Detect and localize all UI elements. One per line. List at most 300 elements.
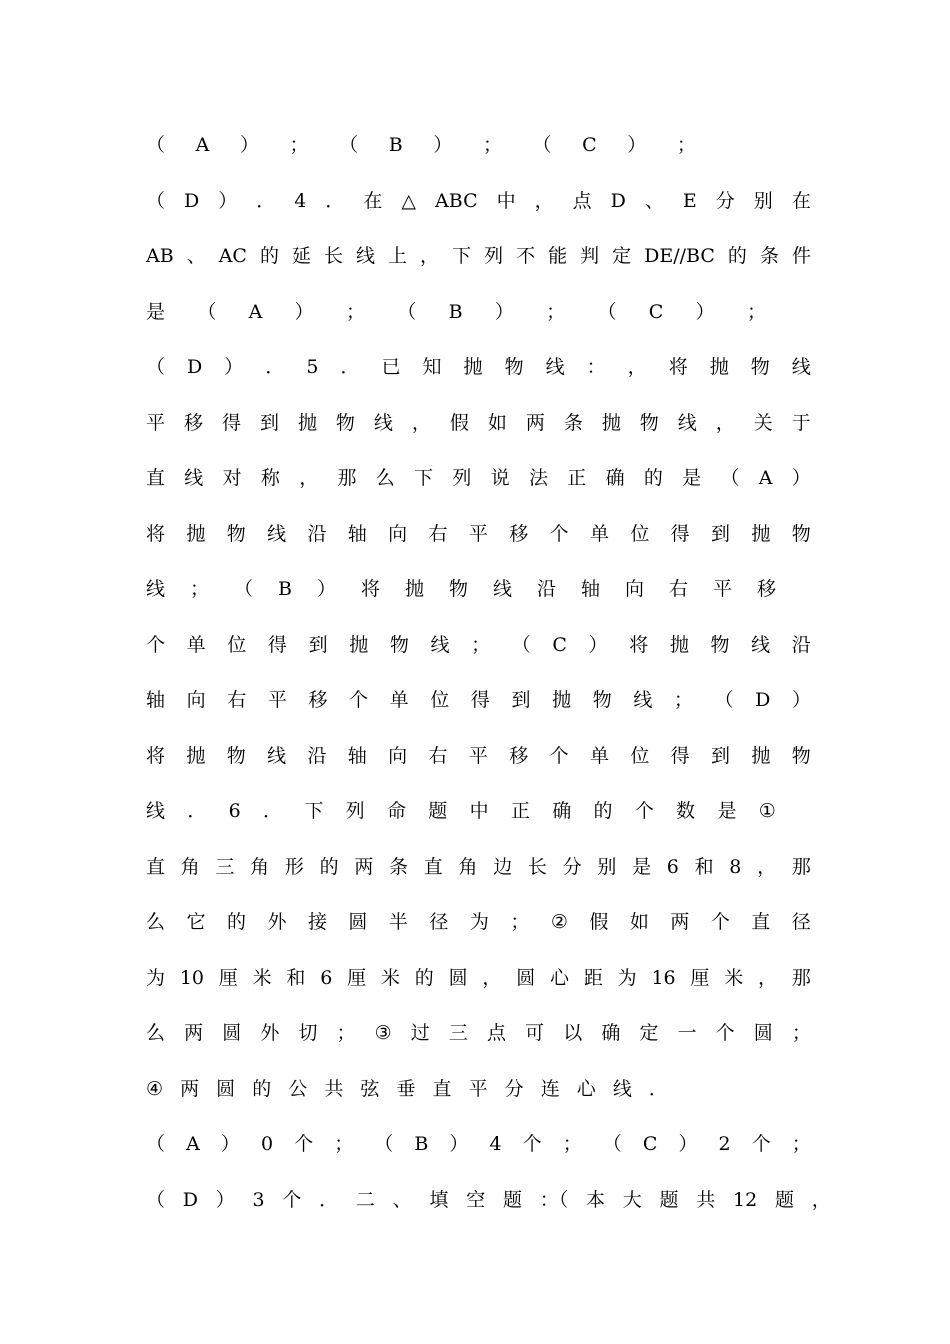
text-token: 径 [429,911,449,933]
text-token: 切 [298,1022,318,1044]
text-token: 共 [324,1077,344,1100]
text-token: （ [146,189,166,212]
text-line [146,463,811,493]
text-token: B [388,134,403,156]
text-token: 向 [186,689,206,711]
text-token: 将 [629,633,649,656]
text-token: 那 [791,966,811,989]
text-token: 外 [260,1022,280,1044]
text-token: 个 [522,1133,542,1155]
text-token: D [187,356,203,378]
text-token: 4 [294,189,307,212]
text-token: ； [482,134,502,156]
text-token: 平 [267,689,287,711]
text-token: 米 [380,966,400,989]
text-token: 个 [549,522,569,545]
text-token: ① [758,800,776,822]
text-token: 半 [388,911,408,933]
text-token: 说 [490,467,510,489]
text-token: 三 [215,855,235,878]
text-token: 沿 [307,744,327,767]
text-token: 么 [146,911,166,933]
text-token: （ [339,134,359,156]
text-token: （ [146,356,166,378]
text-token: 假 [449,411,469,434]
text-token: ； [345,300,365,323]
text-token: 平 [468,744,488,767]
text-token: A [758,467,773,489]
text-token: 别 [597,855,617,878]
text-token: ） [695,300,715,323]
text-token: 的 [593,800,613,822]
text-token: 的 [414,966,434,989]
text-token: 圆 [516,966,536,989]
text-token: D [755,689,771,711]
text-token: 数 [676,800,696,822]
text-token: 接 [307,911,327,933]
text-token: 题 [428,800,448,822]
text-token: ． [256,189,276,212]
text-line [146,1074,668,1104]
text-token: 分 [715,189,735,212]
text-token: 知 [422,356,442,378]
text-token: 平 [146,411,166,434]
text-token: 和 [694,855,714,878]
text-token: ； [510,911,530,933]
text-token: 为 [146,966,166,989]
text-token: 位 [630,522,650,545]
text-token: 将 [360,578,380,600]
text-token: 分 [504,1077,524,1100]
text-token: 正 [510,800,530,822]
text-token: 到 [259,411,279,434]
text-token: 0 [260,1133,274,1155]
text-token: 二 [355,1188,375,1211]
text-token: ； [791,1022,811,1044]
text-token: 的 [643,467,663,489]
text-token: 得 [670,744,690,767]
text-token: 右 [428,744,448,767]
text-token: 得 [470,689,490,711]
text-token: 直 [751,911,771,933]
text-token: ④ [146,1077,164,1100]
text-token: （ [146,1133,166,1155]
text-token: 空 [466,1188,486,1211]
text-token: ， [299,467,319,489]
text-token: 在 [791,189,811,212]
text-token: 已 [381,356,401,378]
text-token: （ [374,1133,394,1155]
text-token: 线 [612,1077,632,1100]
text-token: 抛 [751,522,771,545]
text-token: 抛 [186,522,206,545]
text-token: 别 [753,189,773,212]
text-token: 线 [146,578,166,600]
text-token: 抛 [463,356,483,378]
text-token: 将 [668,356,688,378]
text-token: 上 [388,245,408,267]
text-token: 如 [487,411,507,434]
text-line [146,1129,811,1159]
text-token: D [184,189,200,212]
text-token: 共 [696,1188,716,1211]
text-token: 和 [286,966,306,989]
text-token: 大 [622,1188,642,1211]
text-token: 抛 [349,633,369,656]
text-token: 位 [227,633,247,656]
text-token: 物 [791,522,811,545]
text-token: ） [239,134,259,156]
text-token: 题 [774,1188,794,1211]
text-token: 长 [527,855,547,878]
text-token: 向 [388,744,408,767]
text-token: B [414,1133,429,1155]
text-line [146,574,776,604]
text-token: 距 [583,966,603,989]
text-token: 沿 [536,578,556,600]
text-token: （ [532,134,552,156]
text-token: 抛 [552,689,572,711]
text-token: 外 [267,911,287,933]
text-token: （ [397,300,417,323]
text-token: 10 [179,966,204,989]
text-token: 个 [282,1188,302,1211]
text-token: ， [811,1188,831,1211]
text-token: ） [588,633,608,656]
text-token: 关 [753,411,773,434]
text-token: 公 [288,1077,308,1100]
text-token: ． [187,800,207,822]
text-token: 线 [545,356,565,378]
text-token: 可 [525,1022,545,1044]
text-token: ） [294,300,314,323]
text-token: ； [334,1133,354,1155]
text-token: C [582,134,597,156]
text-line [146,408,811,438]
text-token: 那 [337,467,357,489]
text-token: ． [319,1188,339,1211]
text-token: ． [263,800,283,822]
text-token: 为 [469,911,489,933]
text-token: 抛 [751,744,771,767]
text-token: 线 [751,633,771,656]
text-token: E [682,189,697,212]
text-token: 定 [639,1022,659,1044]
text-token: （ [234,578,254,600]
text-token: 弦 [360,1077,380,1100]
text-token: （ [146,134,166,156]
text-token: ； [673,689,693,711]
text-token: 抛 [297,411,317,434]
text-token: ． [340,356,360,378]
text-token: ． [265,356,285,378]
text-token: 角 [250,855,270,878]
text-token: 抛 [709,356,729,378]
text-token: 列 [484,245,504,267]
text-token: （ [720,467,740,489]
text-token: 个 [715,1022,735,1044]
text-token: 列 [345,800,365,822]
text-token: 的 [319,855,339,878]
text-token: 物 [791,744,811,767]
text-token: ： [586,356,606,378]
text-token: （ [597,300,617,323]
text-token: ． [325,189,345,212]
text-token: 右 [428,522,448,545]
text-token: 圆 [222,1022,242,1044]
text-token: 16 [651,966,676,989]
text-token: 如 [629,911,649,933]
text-token: 条 [389,855,409,878]
text-token: 抛 [669,633,689,656]
text-token: 抛 [404,578,424,600]
text-token: ； [546,300,566,323]
text-token: 移 [509,744,529,767]
text-token: C [552,633,567,656]
text-line [146,241,811,271]
text-token: 下 [414,467,434,489]
text-token: 圆 [216,1077,236,1100]
text-token: 将 [146,744,166,767]
text-token: 线 [267,744,287,767]
text-token: 轴 [580,578,600,600]
text-token: ， [757,855,777,878]
text-token: 沿 [307,522,327,545]
text-token: 2 [718,1133,731,1155]
text-token: 12 [733,1188,758,1211]
text-token: 物 [592,689,612,711]
text-token: AB [146,245,174,267]
text-token: ． [648,1077,668,1100]
text-token: 厘 [690,966,710,989]
text-token: 点 [487,1022,507,1044]
text-token: 形 [284,855,304,878]
text-token: 到 [511,689,531,711]
text-token: 是 [717,800,737,822]
text-token: 向 [624,578,644,600]
text-token: ） [494,300,514,323]
text-token: 心 [576,1077,596,1100]
text-token: 个 [751,1133,771,1155]
text-token: 线 [184,467,204,489]
text-token: ② [550,911,568,933]
text-token: 的 [727,245,747,267]
text-token: 线 [146,800,166,822]
text-token: △ [401,189,417,212]
text-token: ， [627,356,647,378]
text-token: 物 [750,356,770,378]
text-token: ； [676,134,696,156]
text-token: C [648,300,664,323]
text-token: 定 [612,245,632,267]
text-token: 物 [226,522,246,545]
text-token: 5 [306,356,319,378]
text-token: 得 [267,633,287,656]
text-token: 以 [563,1022,583,1044]
text-token: 轴 [347,522,367,545]
text-token: 物 [335,411,355,434]
text-token: 延 [291,245,311,267]
text-token: 对 [222,467,242,489]
text-token: ） [218,189,238,212]
text-line [146,796,776,826]
text-token: ） [316,578,336,600]
text-token: ） [791,467,811,489]
text-token: 6 [320,966,333,989]
text-token: ） [433,134,453,156]
text-token: 的 [226,911,246,933]
text-token: 物 [639,411,659,434]
text-token: 6 [666,855,679,878]
text-token: 命 [386,800,406,822]
text-token: ， [715,411,735,434]
text-token: ， [758,966,778,989]
text-token: 移 [509,522,529,545]
text-token: 得 [670,522,690,545]
text-token: 心 [550,966,570,989]
text-token: ：（ [539,1188,569,1211]
text-token: 条 [759,245,779,267]
text-token: 么 [146,1022,166,1044]
text-token: 称 [260,467,280,489]
text-token: 于 [791,411,811,434]
text-token: 抛 [186,744,206,767]
text-token: 是 [146,300,166,323]
text-token: ； [471,633,491,656]
text-token: 的 [252,1077,272,1100]
text-line [146,852,811,882]
text-token: 个 [146,633,166,656]
text-token: 两 [180,1077,200,1100]
text-token: 线 [633,689,653,711]
text-token: 平 [468,1077,488,1100]
text-token: 8 [729,855,742,878]
text-token: 两 [184,1022,204,1044]
text-token: 物 [710,633,730,656]
text-token: 到 [711,522,731,545]
text-token: 直 [432,1077,452,1100]
text-token: 移 [756,578,776,600]
text-token: 单 [589,522,609,545]
text-token: 物 [389,633,409,656]
text-token: 边 [493,855,513,878]
text-token: 线 [267,522,287,545]
text-token: A [195,134,210,156]
text-token: 向 [388,522,408,545]
text-token: 在 [363,189,383,212]
text-line [146,630,811,660]
text-token: 平 [712,578,732,600]
text-token: 将 [146,522,166,545]
text-token: 角 [458,855,478,878]
text-token: 三 [448,1022,468,1044]
text-token: 确 [552,800,572,822]
text-token: 本 [585,1188,605,1211]
text-token: 线 [356,245,376,267]
text-token: 长 [324,245,344,267]
text-line [146,352,811,382]
text-token: 沿 [791,633,811,656]
text-token: ； [746,300,766,323]
text-token: 、 [644,189,664,212]
text-token: 假 [589,911,609,933]
text-token: AC [218,245,247,267]
text-token: 下 [452,245,472,267]
text-token: 抛 [601,411,621,434]
text-token: 不 [516,245,536,267]
text-token: 单 [389,689,409,711]
text-token: 直 [423,855,443,878]
text-token: 过 [410,1022,430,1044]
text-token: 线 [373,411,393,434]
text-token: 角 [180,855,200,878]
text-token: 中 [469,800,489,822]
text-line [146,907,811,937]
text-token: 两 [354,855,374,878]
text-token: 轴 [146,689,166,711]
text-token: 4 [489,1133,502,1155]
text-token: D [182,1188,198,1211]
text-token: 个 [634,800,654,822]
text-token: B [278,578,292,600]
text-line [146,519,811,549]
text-token: 圆 [448,966,468,989]
text-line [146,963,811,993]
text-token: ， [411,411,431,434]
text-token: 填 [429,1188,449,1211]
text-token: ； [336,1022,356,1044]
text-token: ； [190,578,210,600]
text-token: 圆 [753,1022,773,1044]
text-token: ） [220,1133,240,1155]
text-line [146,130,696,160]
text-token: 件 [791,245,811,267]
text-token: 直 [146,855,166,878]
text-token: 法 [528,467,548,489]
text-token: ） [678,1133,698,1155]
text-token: 厘 [218,966,238,989]
text-line [146,685,811,715]
text-token: 米 [724,966,744,989]
text-token: （ [714,689,734,711]
text-token: ， [420,245,440,267]
text-token: 连 [540,1077,560,1100]
text-line [146,1018,811,1048]
text-line [146,186,811,216]
text-token: 米 [252,966,272,989]
text-token: 确 [605,467,625,489]
text-token: 线 [492,578,512,600]
text-token: 得 [221,411,241,434]
text-token: 垂 [396,1077,416,1100]
text-token: 物 [504,356,524,378]
text-token: ； [289,134,309,156]
text-line [146,1185,831,1215]
text-token: 直 [146,467,166,489]
text-token: 单 [186,633,206,656]
text-token: 物 [448,578,468,600]
text-line [146,297,766,327]
text-token: ） [224,356,244,378]
text-token: 物 [226,744,246,767]
text-token: 径 [791,911,811,933]
text-token: 中 [496,189,516,212]
text-token: ， [534,189,554,212]
text-token: 右 [227,689,247,711]
text-token: 个 [710,911,730,933]
text-token: 下 [304,800,324,822]
text-token: 位 [630,744,650,767]
